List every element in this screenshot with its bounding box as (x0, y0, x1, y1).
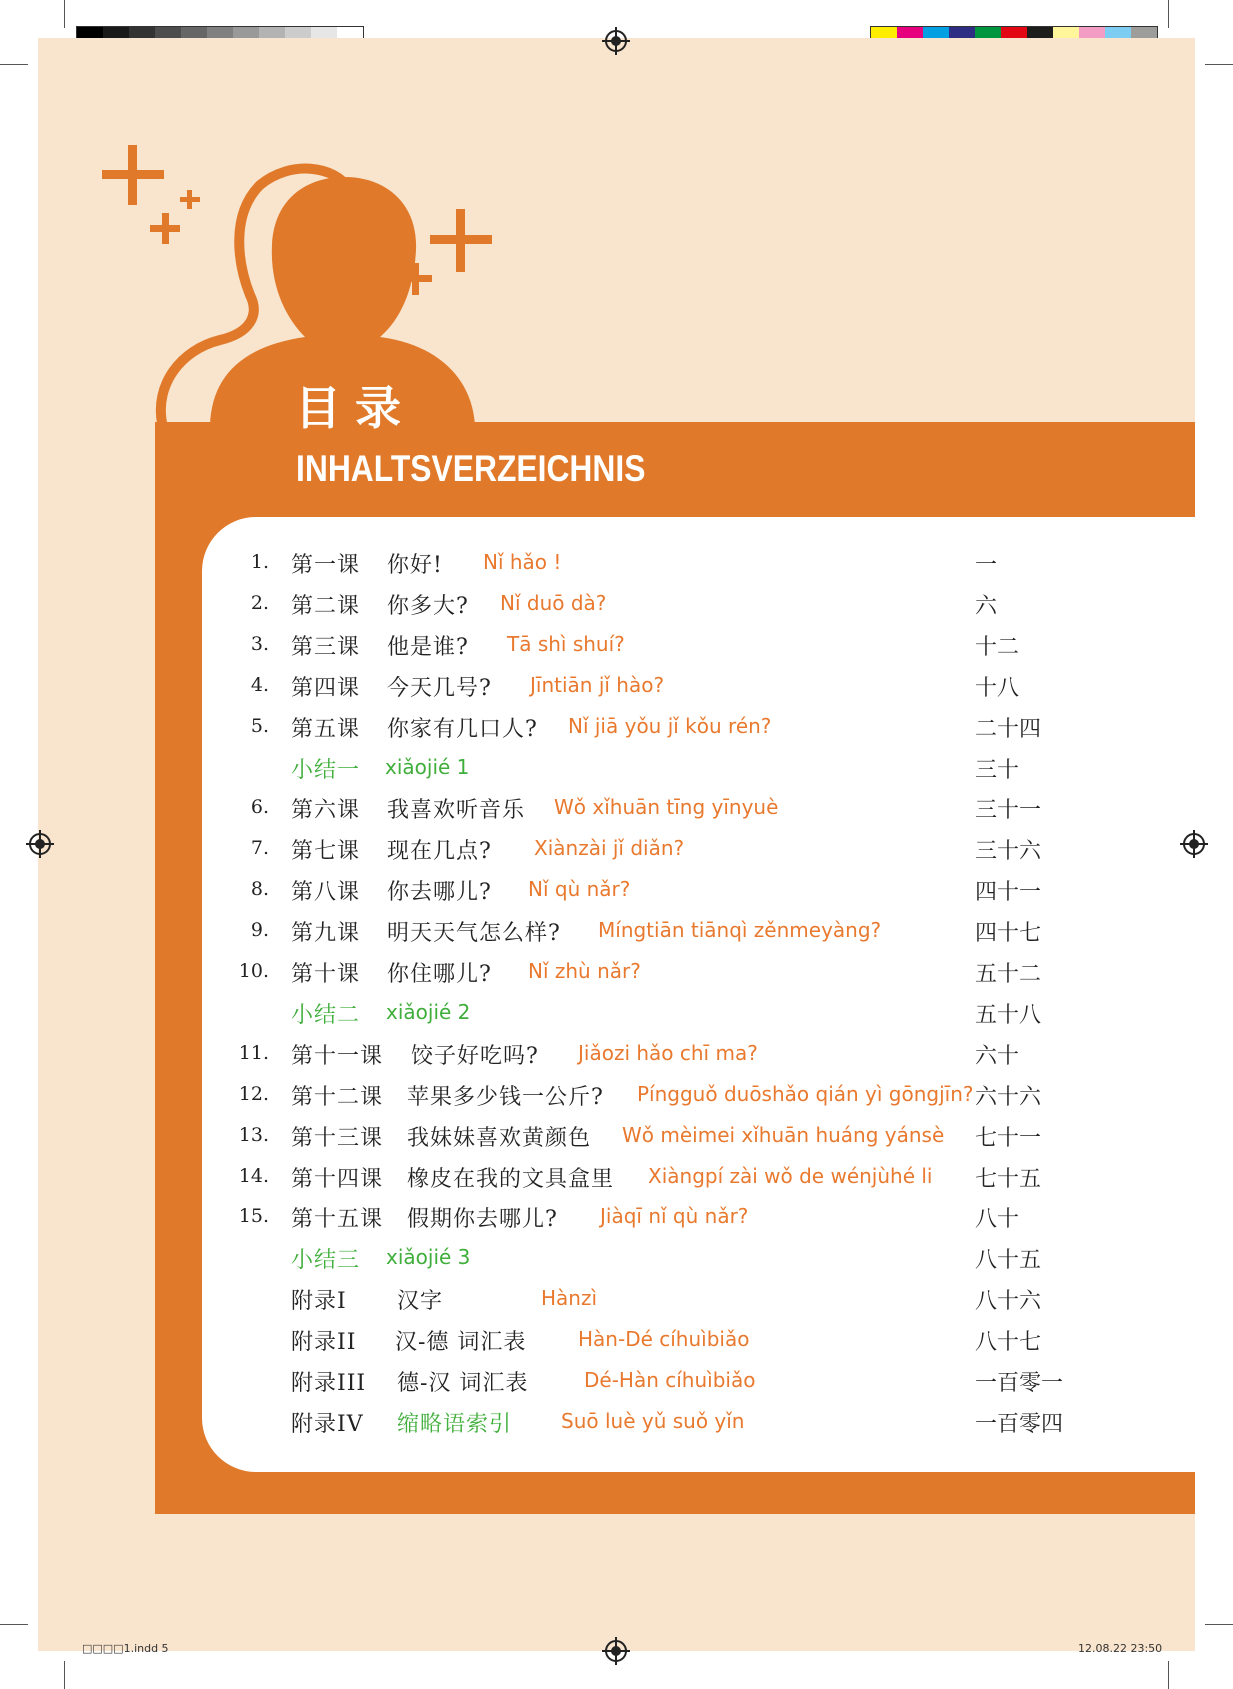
toc-pinyin: Míngtiān tiānqì zěnmeyàng? (598, 918, 882, 943)
toc-row[interactable] (0, 1036, 1233, 1077)
toc-page-number: 四十一 (975, 880, 1042, 906)
toc-lesson: 第十二课 (291, 1084, 384, 1110)
toc-row[interactable] (0, 709, 1233, 750)
toc-pinyin: Nǐ duō dà? (500, 590, 607, 615)
toc-page-number: 三十六 (975, 839, 1042, 865)
toc-row[interactable] (0, 954, 1233, 995)
toc-pinyin: Wǒ xǐhuān tīng yīnyuè (554, 795, 779, 820)
toc-page-number: 三十一 (975, 798, 1042, 824)
toc-row[interactable] (0, 1281, 1233, 1322)
toc-lesson: 第九课 (291, 921, 361, 947)
toc-lesson: 第八课 (291, 880, 361, 906)
toc-page-number: 一百零一 (975, 1371, 1064, 1396)
footer-timestamp: 12.08.22 23:50 (1078, 1642, 1163, 1655)
toc-lesson: 第四课 (291, 675, 361, 701)
toc-row[interactable] (0, 545, 1233, 586)
toc-lesson: 第七课 (291, 839, 361, 865)
toc-lesson: 附录II (291, 1330, 357, 1356)
toc-chinese-title: 明天天气怎么样? (387, 921, 561, 947)
toc-lesson: 第二课 (291, 593, 361, 619)
registration-mark-icon (605, 30, 627, 52)
toc-lesson: 附录I (291, 1289, 347, 1315)
toc-pinyin: Xiànzài jǐ diǎn? (534, 836, 685, 861)
toc-page-number: 七十一 (975, 1125, 1042, 1151)
toc-pinyin: Jiǎozi hǎo chī ma? (578, 1040, 758, 1065)
toc-row[interactable] (0, 872, 1233, 913)
toc-page-number: 三十 (975, 757, 1020, 783)
toc-page-number: 八十 (975, 1207, 1020, 1233)
toc-pinyin: Tā shì shuí? (507, 631, 625, 656)
toc-lesson: 第十五课 (291, 1207, 384, 1233)
toc-lesson: 第一课 (291, 553, 361, 578)
toc-page-number: 二十四 (975, 716, 1042, 742)
toc-chinese-title: 他是谁? (387, 634, 469, 660)
toc-lesson: 附录IV (291, 1411, 364, 1437)
toc-number: 15. (238, 1205, 269, 1228)
toc-row[interactable] (0, 586, 1233, 627)
toc-number: 3. (250, 632, 269, 655)
toc-pinyin: Wǒ mèimei xǐhuān huáng yánsè (622, 1122, 945, 1147)
toc-pinyin: Jiàqī nǐ qù nǎr? (600, 1204, 749, 1229)
toc-pinyin: Jīntiān jǐ hào? (530, 672, 665, 697)
toc-page-number: 十二 (975, 634, 1020, 660)
toc-number: 1. (250, 551, 269, 573)
toc-lesson: 第五课 (291, 716, 361, 742)
toc-pinyin: Nǐ hǎo ! (483, 550, 562, 574)
toc-chinese-title: 你住哪儿? (387, 962, 492, 987)
toc-lesson: 附录III (291, 1371, 367, 1396)
toc-page-number: 六十六 (975, 1084, 1042, 1110)
toc-page-number: 十八 (975, 675, 1020, 701)
toc-row[interactable] (0, 913, 1233, 954)
registration-mark-icon (605, 1640, 627, 1662)
toc-pinyin: Nǐ qù nǎr? (528, 877, 631, 902)
toc-number: 2. (250, 591, 269, 614)
toc-row[interactable] (0, 1404, 1233, 1445)
toc-pinyin: Xiàngpí zài wǒ de wénjùhé li (648, 1163, 933, 1188)
crop-mark (0, 64, 28, 65)
toc-chinese-title: 我妹妹喜欢黄颜色 (407, 1125, 592, 1151)
toc-page-number: 一百零四 (975, 1411, 1064, 1437)
toc-pinyin: Nǐ jiā yǒu jǐ kǒu rén? (568, 713, 772, 738)
toc-number: 4. (250, 673, 269, 696)
crop-mark (64, 0, 65, 28)
page-title-chinese: 目录 (295, 381, 415, 435)
toc-number: 10. (238, 960, 269, 982)
toc-pinyin: Hàn-Dé cíhuìbiǎo (578, 1327, 750, 1352)
toc-pinyin: Suō luè yǔ suǒ yǐn (561, 1408, 745, 1433)
toc-page-number: 八十七 (975, 1330, 1042, 1356)
toc-row[interactable] (0, 1077, 1233, 1118)
toc-page-number: 六十 (975, 1043, 1020, 1069)
toc-chinese-title: 你去哪儿? (387, 880, 492, 906)
toc-chinese-title: 汉-德 词汇表 (395, 1330, 527, 1356)
toc-chinese-title: 苹果多少钱一公斤? (407, 1084, 604, 1110)
toc-page-number: 五十二 (975, 962, 1042, 987)
page-title-german: INHALTSVERZEICHNIS (296, 448, 646, 489)
toc-page-number: 一 (975, 553, 998, 578)
toc-chinese-title: 缩略语索引 (397, 1411, 513, 1437)
footer-filename: □□□□1.indd 5 (82, 1642, 169, 1655)
toc-lesson: 第十三课 (291, 1125, 384, 1151)
toc-row[interactable] (0, 1159, 1233, 1200)
toc-number: 14. (238, 1164, 269, 1187)
toc-page-number: 八十六 (975, 1289, 1042, 1315)
toc-lesson: 第三课 (291, 634, 361, 660)
toc-page-number: 四十七 (975, 921, 1042, 947)
toc-number: 13. (238, 1123, 269, 1146)
toc-chinese-title: 假期你去哪儿? (407, 1207, 558, 1233)
toc-pinyin: xiǎojié 3 (386, 1245, 471, 1270)
toc-lesson: 小结三 (291, 1248, 361, 1274)
toc-page-number: 八十五 (975, 1248, 1042, 1274)
toc-row[interactable] (0, 668, 1233, 709)
toc-chinese-title: 汉字 (397, 1289, 444, 1315)
crop-mark (1205, 64, 1233, 65)
toc-number: 8. (250, 878, 269, 901)
toc-pinyin: Dé-Hàn cíhuìbiǎo (584, 1368, 756, 1392)
toc-number: 6. (250, 796, 269, 819)
crop-mark (64, 1661, 65, 1689)
toc-page-number: 五十八 (975, 1002, 1042, 1028)
toc-lesson: 第十课 (291, 962, 361, 987)
toc-chinese-title: 现在几点? (387, 839, 492, 865)
toc-row[interactable] (0, 1240, 1233, 1281)
toc-chinese-title: 我喜欢听音乐 (387, 798, 526, 824)
toc-pinyin: xiǎojié 1 (385, 754, 470, 779)
toc-pinyin: Nǐ zhù nǎr? (528, 959, 641, 983)
toc-number: 5. (250, 714, 269, 737)
toc-row[interactable] (0, 1363, 1233, 1404)
toc-chinese-title: 橡皮在我的文具盒里 (407, 1166, 615, 1192)
toc-lesson: 小结二 (291, 1002, 361, 1028)
toc-row[interactable] (0, 627, 1233, 668)
toc-number: 11. (238, 1041, 269, 1064)
toc-chinese-title: 饺子好吃吗? (411, 1043, 539, 1069)
toc-row[interactable] (0, 995, 1233, 1036)
toc-page-number: 七十五 (975, 1166, 1042, 1192)
toc-chinese-title: 今天几号? (387, 675, 492, 701)
toc-chinese-title: 你家有几口人? (387, 716, 538, 742)
toc-pinyin: xiǎojié 2 (386, 999, 471, 1024)
toc-row[interactable] (0, 750, 1233, 791)
toc-lesson: 第六课 (291, 798, 361, 824)
toc-number: 12. (238, 1082, 269, 1105)
toc-chinese-title: 德-汉 词汇表 (397, 1371, 529, 1396)
toc-lesson: 第十一课 (291, 1043, 384, 1069)
toc-lesson: 第十四课 (291, 1166, 384, 1192)
toc-number: 7. (250, 837, 269, 860)
toc-pinyin: Píngguǒ duōshǎo qián yì gōngjīn? (637, 1081, 974, 1106)
toc-row[interactable] (0, 1118, 1233, 1159)
toc-chinese-title: 你多大? (387, 593, 469, 619)
crop-mark (1168, 1661, 1169, 1689)
toc-lesson: 小结一 (291, 757, 361, 783)
toc-row[interactable] (0, 790, 1233, 831)
crop-mark (0, 1624, 28, 1625)
toc-row[interactable] (0, 1199, 1233, 1240)
toc-row[interactable] (0, 831, 1233, 872)
crop-mark (1205, 1624, 1233, 1625)
toc-page-number: 六 (975, 593, 998, 619)
crop-mark (1168, 0, 1169, 28)
toc-row[interactable] (0, 1322, 1233, 1363)
toc-number: 9. (250, 919, 269, 942)
toc-chinese-title: 你好! (387, 553, 443, 578)
toc-pinyin: Hànzì (541, 1286, 598, 1311)
